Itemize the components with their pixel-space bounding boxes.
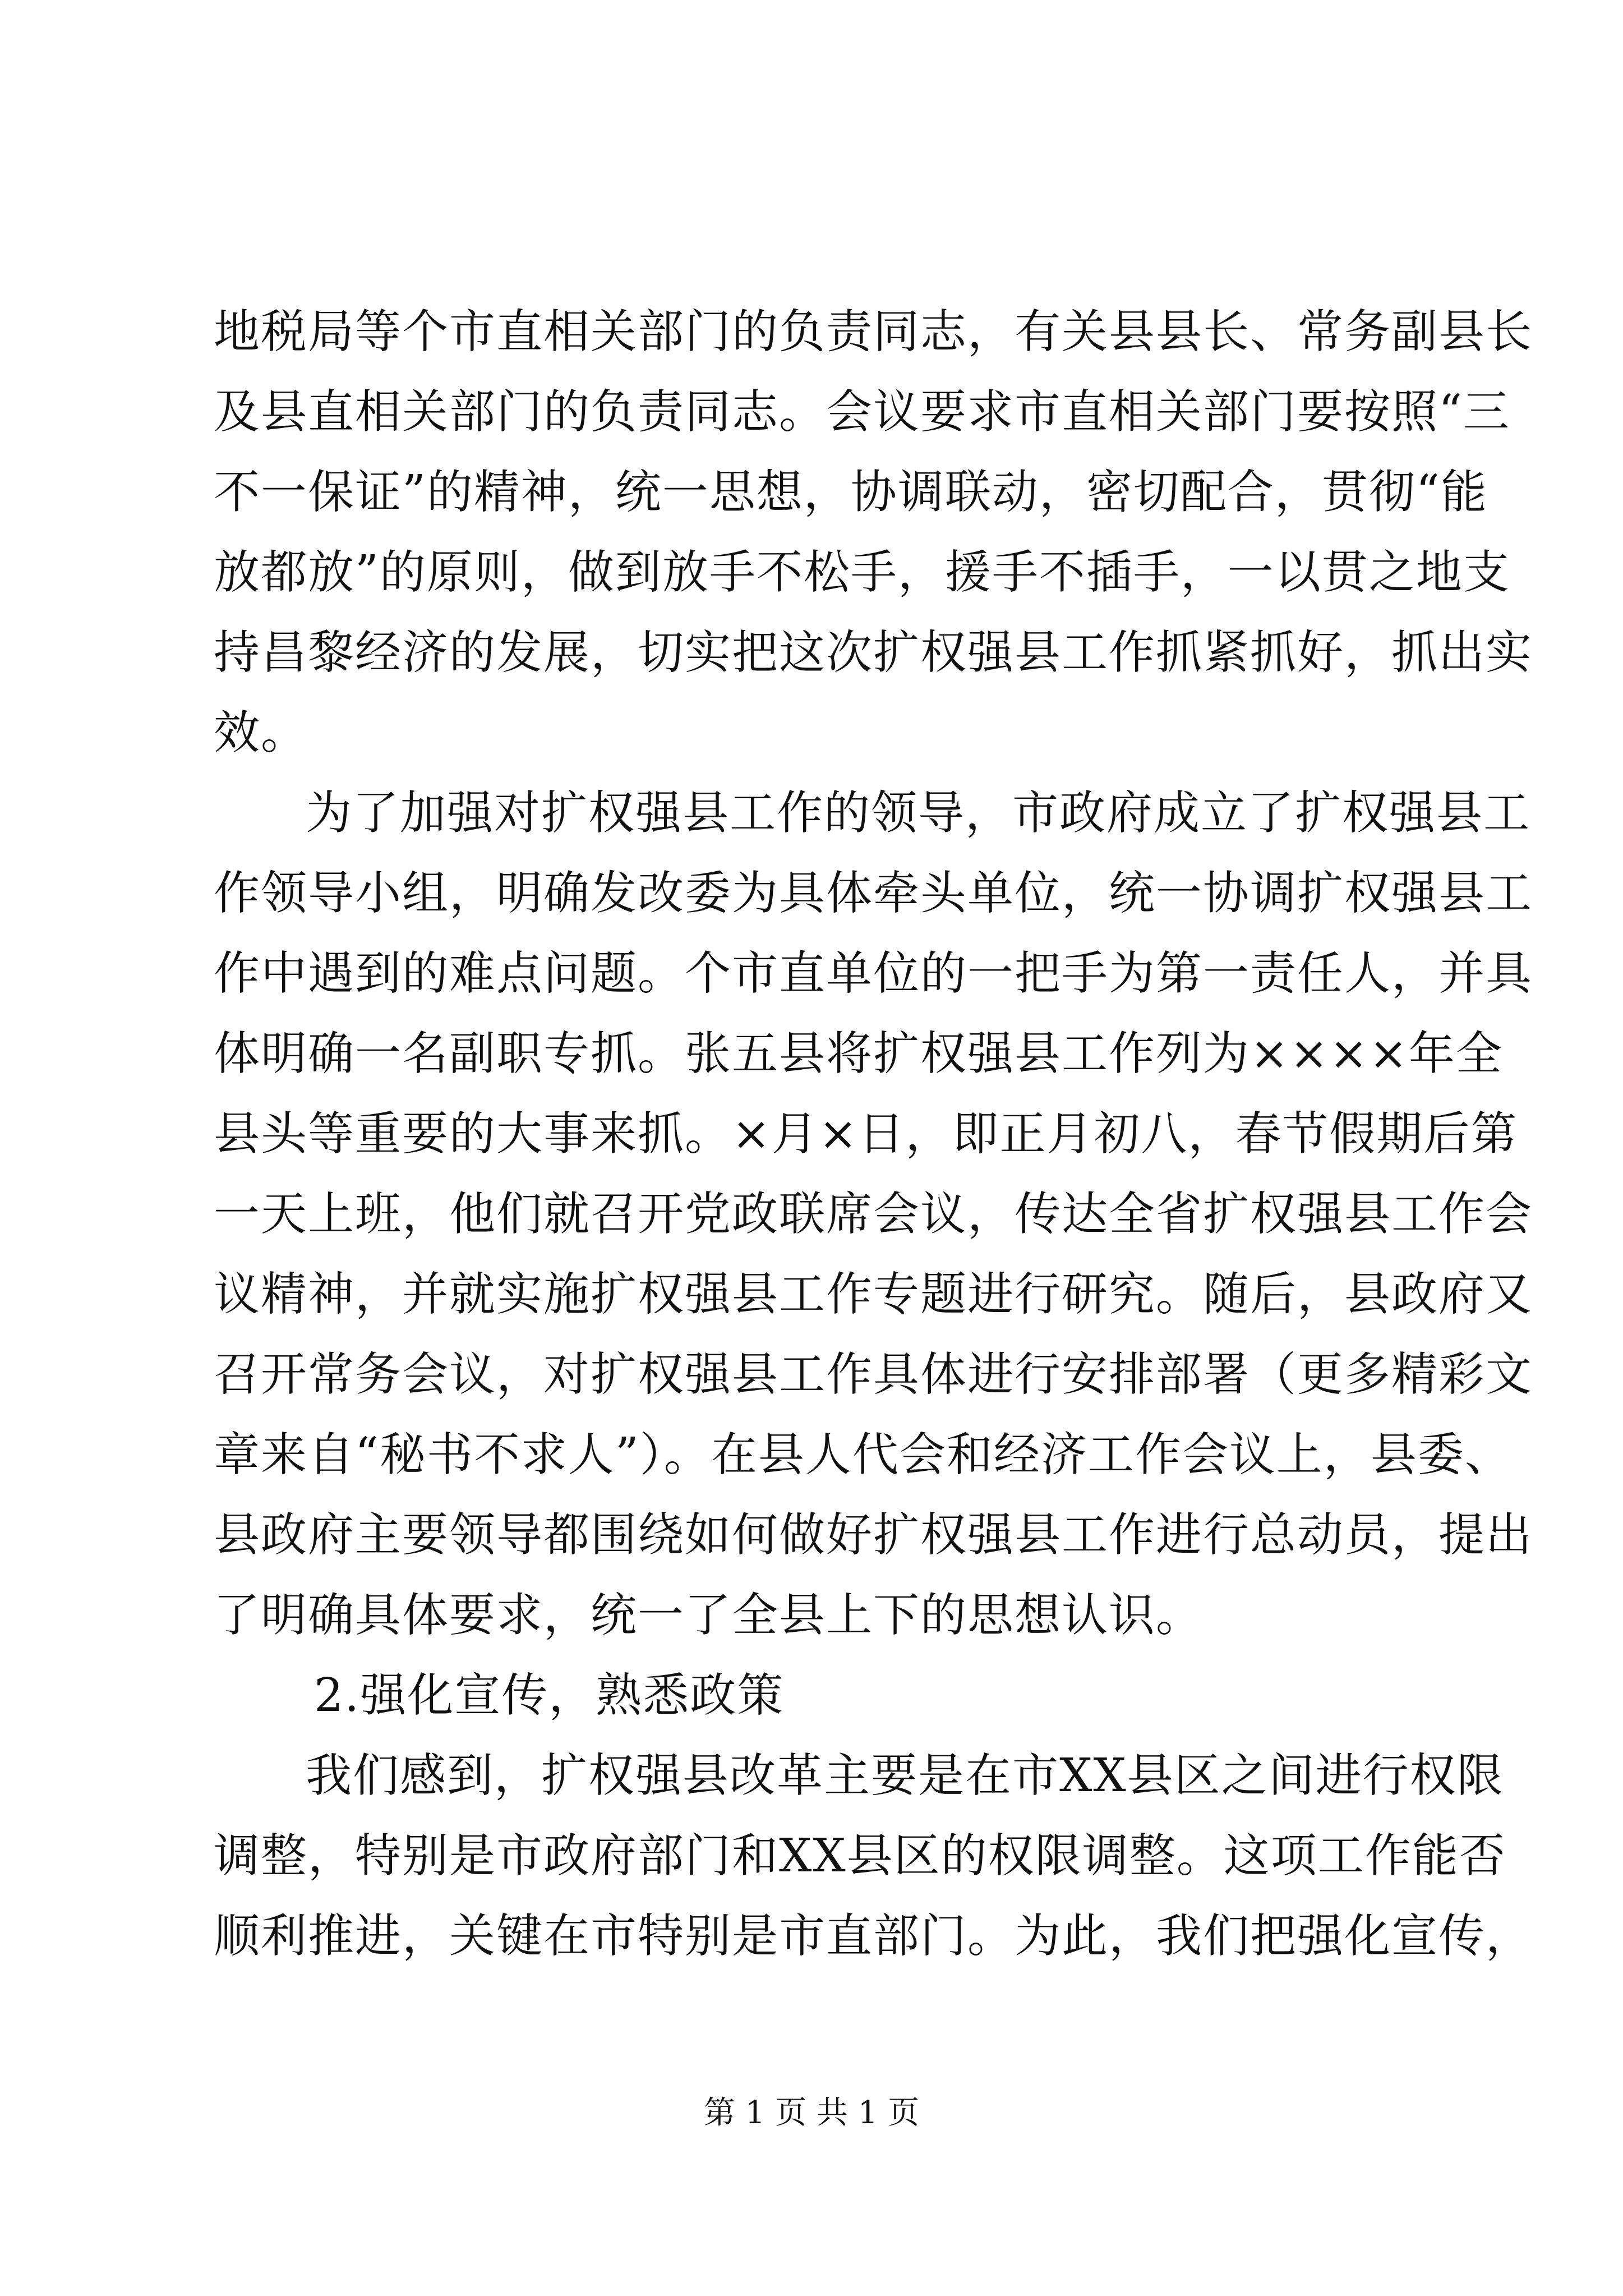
paragraph-line: 一天上班，他们就召开党政联席会议，传达全省扩权强县工作会 <box>214 1188 1533 1241</box>
page-footer: 第 1 页 共 1 页 <box>703 2095 920 2131</box>
paragraph-line: 体明确一名副职专抓。张五县将扩权强县工作列为××××年全 <box>214 1027 1503 1080</box>
paragraph-line: 章来自“秘书不求人”）。在县人代会和经济工作会议上，县委、 <box>214 1428 1512 1481</box>
paragraph-line: 为了加强对扩权强县工作的领导，市政府成立了扩权强县工 <box>306 786 1531 840</box>
paragraph-line: 及县直相关部门的负责同志。会议要求市直相关部门要按照“三 <box>214 385 1510 439</box>
paragraph-line: 持昌黎经济的发展，切实把这次扩权强县工作抓紧抓好，抓出实 <box>214 626 1533 679</box>
paragraph-line: 我们感到，扩权强县改革主要是在市XX县区之间进行权限 <box>306 1749 1504 1802</box>
paragraph-line: 县政府主要领导都围绕如何做好扩权强县工作进行总动员，提出 <box>214 1508 1533 1562</box>
paragraph-line: 放都放”的原则，做到放手不松手，援手不插手，一以贯之地支 <box>214 546 1510 599</box>
paragraph-line: 作中遇到的难点问题。个市直单位的一把手为第一责任人，并具 <box>214 947 1533 1000</box>
section-heading: 2.强化宣传，熟悉政策 <box>314 1669 785 1722</box>
paragraph-line: 效。 <box>214 706 308 760</box>
paragraph-line: 地税局等个市直相关部门的负责同志，有关县县长、常务副县长 <box>214 305 1533 358</box>
paragraph-line: 县头等重要的大事来抓。×月×日，即正月初八，春节假期后第 <box>214 1107 1518 1161</box>
paragraph-line: 议精神，并就实施扩权强县工作专题进行研究。随后，县政府又 <box>214 1268 1533 1321</box>
paragraph-line: 不一保证”的精神，统一思想，协调联动，密切配合，贯彻“能 <box>214 466 1488 519</box>
paragraph-line: 顺利推进，关键在市特别是市直部门。为此，我们把强化宣传， <box>214 1910 1533 1963</box>
paragraph-line: 了明确具体要求，统一了全县上下的思想认识。 <box>214 1589 1204 1642</box>
paragraph-line: 作领导小组，明确发改委为具体牵头单位，统一协调扩权强县工 <box>214 867 1533 920</box>
paragraph-line: 召开常务会议，对扩权强县工作具体进行安排部署（更多精彩文 <box>214 1348 1533 1401</box>
paragraph-line: 调整，特别是市政府部门和XX县区的权限调整。这项工作能否 <box>214 1829 1506 1883</box>
